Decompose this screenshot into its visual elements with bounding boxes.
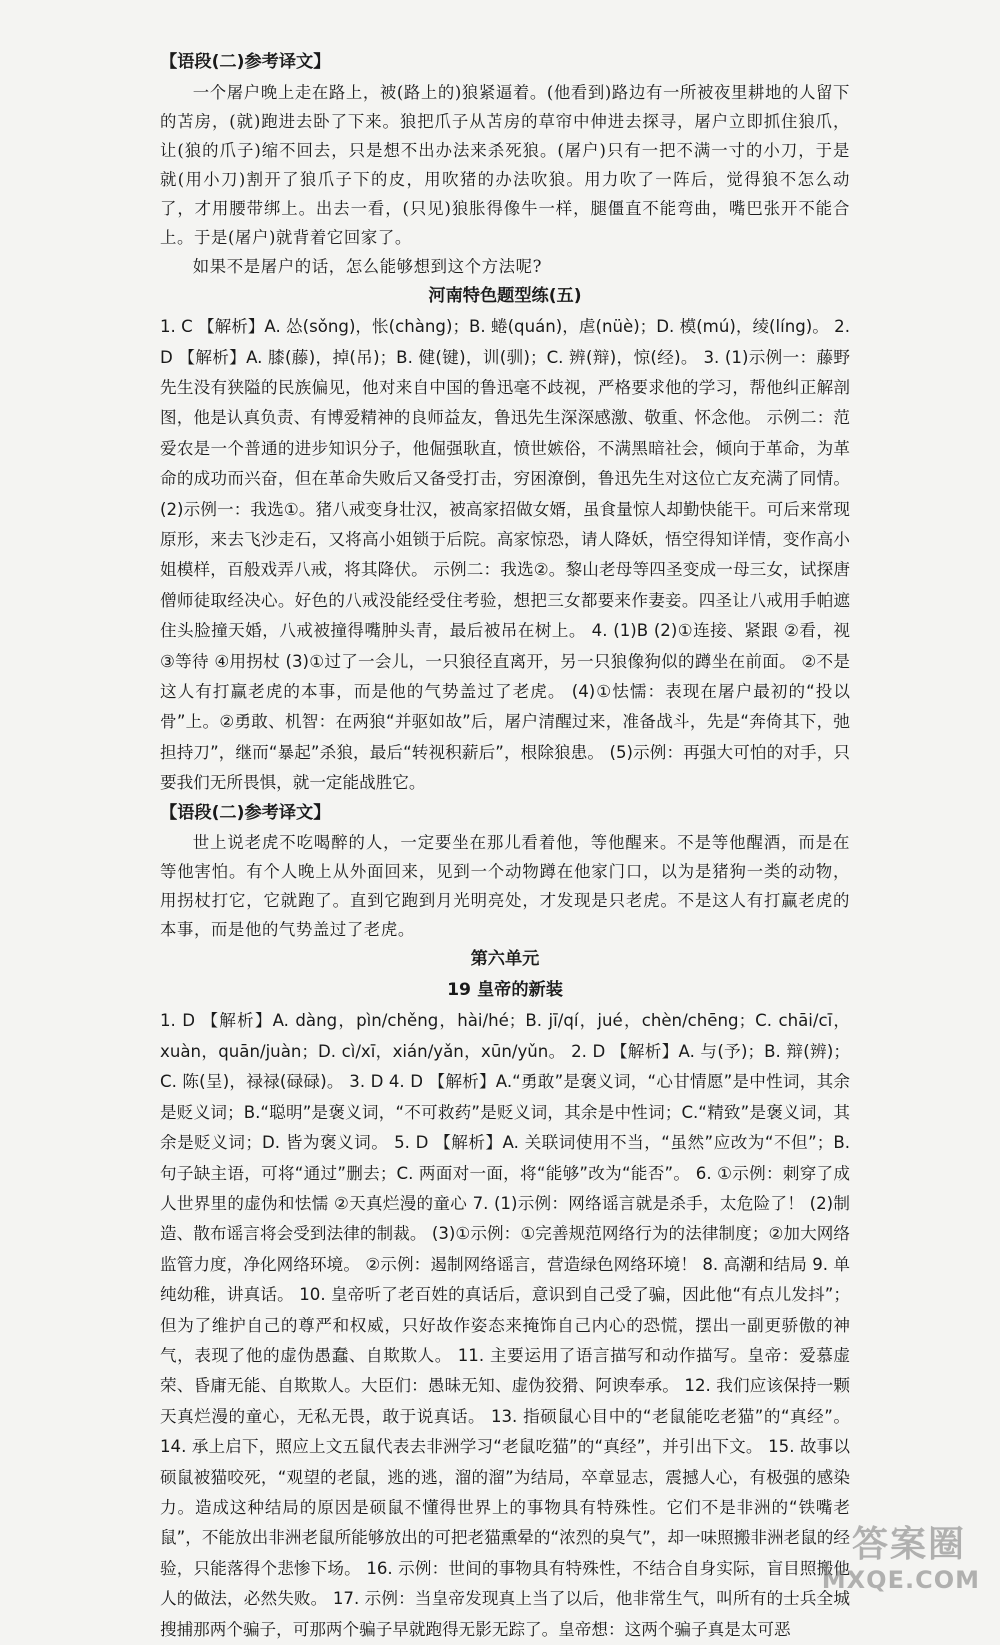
watermark-url: MXQE.COM — [821, 1566, 980, 1594]
translation-paragraph-2: 如果不是屠户的话，怎么能够想到这个方法呢? — [192, 256, 542, 276]
answer-page — [160, 48, 850, 1645]
lesson-title: 19 皇帝的新装 — [447, 979, 563, 1000]
section-heading-translation-2: 【语段(二)参考译文】 — [160, 802, 331, 823]
unit-title: 第六单元 — [470, 949, 540, 970]
exercise-answers: 1. C 【解析】A. 怂(sǒng)，怅(chàng)；B. 蜷(quán)，虐(nüè)；D. 模(mú)，绫(líng)。 2. D 【解析】A. 膝(藤)，掉(吊)；B. 健(键)，训(驯)；C. 辨(辩)，惊(经)。 3. (1)示例一：藤野先生没有狭隘的民族偏见，他对来自中国的鲁迅毫不歧视，严格要求他的学习，帮他纠正解剖图，他是认真负责、有博爱精神的良师益友，鲁迅先生深深感激、敬重、怀念他。 示例二：范爱农是一个普通的进步知识分子，他倔强耿直，愤世嫉俗，不满黑暗社会，倾向于革命，为革命的成功而兴奋，但在革命失败后又备受打击，穷困潦倒，鲁迅先生对这位亡友充满了同情。 (2)示例一：我选①。猪八戒变身壮汉，被高家招做女婿，虽食量惊人却勤快能干。可后来常现原形，来去飞沙走石，又将高小姐锁于后院。高家惊恐，请人降妖，悟空得知详情，变作高小姐模样，百般戏弄八戒，将其降伏。 示例二：我选②。黎山老母等四圣变成一母三女，试探唐僧师徒取经决心。好色的八戒没能经受住考验，想把三女都要来作妻妾。四圣让八戒用手帕遮住头脸撞天婚，八戒被撞得嘴肿头青，最后被吊在树上。 4. (1)B (2)①连接、紧跟 ②看，视 ③等待 ④用拐杖 (3)①过了一会儿，一只狼径直离开，另一只狼像狗似的蹲坐在前面。 ②不是这人有打赢老虎的本事，而是他的气势盖过了老虎。 (4)①怯懦：表现在屠户最初的“投以骨”上。②勇敢、机智：在两狼“并驱如故”后，屠户清醒过来，准备战斗，先是“奔倚其下，弛担持刀”，继而“暴起”杀狼，最后“转视积薪后”，根除狼患。 (5)示例：再强大可怕的对手，只要我们无所畏惧，就一定能战胜它。 — [160, 317, 850, 793]
watermark-logo — [816, 1516, 986, 1594]
exercise-title: 河南特色题型练(五) — [428, 285, 582, 306]
translation-paragraph-1: 一个屠户晚上走在路上，被(路上的)狼紧逼着。(他看到)路边有一所被夜里耕地的人留下的苫房，(就)跑进去卧了下来。狼把爪子从苫房的草帘中伸进去探寻，屠户立即抓住狼爪，让(狼的爪子)缩不回去，只是想不出办法来杀死狼。(屠户)只有一把不满一寸的小刀，于是就(用小刀)割开了狼爪子下的皮，用吹猪的办法吹狼。用力吹了一阵后，觉得狼不怎么动了，才用腰带绑上。出去一看，(只见)狼胀得像牛一样，腿僵直不能弯曲，嘴巴张开不能合上。于是(屠户)就背着它回家了。 — [160, 82, 850, 247]
watermark-text: 答案圈 — [851, 1524, 966, 1565]
section-heading-translation-1: 【语段(二)参考译文】 — [160, 52, 331, 72]
lesson-answers: 1. D 【解析】A. dàng，pìn/chěng，hài/hé；B. jī/qí，jué，chèn/chēng；C. chāi/cī，xuàn，quān/juàn；D. cì/xī，xián/yǎn，xūn/yǔn。 2. D 【解析】A. 与(予)；B. 辩(辨)；C. 陈(呈)，禄禄(碌碌)。 3. D 4. D 【解析】A.“勇敢”是褒义词，“心甘情愿”是中性词，其余是贬义词；B.“聪明”是褒义词，“不可救药”是贬义词，其余是中性词；C.“精致”是褒义词，其余是贬义词；D. 皆为褒义词。 5. D 【解析】A. 关联词使用不当，“虽然”应改为“不但”；B. 句子缺主语，可将“通过”删去；C. 两面对一面，将“能够”改为“能否”。 6. ①示例：刺穿了成人世界里的虚伪和怯懦 ②天真烂漫的童心 7. (1)示例：网络谣言就是杀手，太危险了！ (2)制造、散布谣言将会受到法律的制裁。 (3)①示例：①完善规范网络行为的法律制度；②加大网络监管力度，净化网络环境。 ②示例：遏制网络谣言，营造绿色网络环境！ 8. 高潮和结局 9. 单纯幼稚，讲真话。 10. 皇帝听了老百姓的真话后，意识到自己受了骗，因此他“有点儿发抖”；但为了维护自己的尊严和权威，只好故作姿态来掩饰自己内心的恐慌，摆出一副更骄傲的神气，表现了他的虚伪愚蠢、自欺欺人。 11. 主要运用了语言描写和动作描写。皇帝：爱慕虚荣、昏庸无能、自欺欺人。大臣们：愚昧无知、虚伪狡猾、阿谀奉承。 12. 我们应该保持一颗天真烂漫的童心，无私无畏，敢于说真话。 13. 指硕鼠心目中的“老鼠能吃老猫”的“真经”。 14. 承上启下，照应上文五鼠代表去非洲学习“老鼠吃猫”的“真经”，并引出下文。 15. 故事以硕鼠被猫咬死，“观望的老鼠，逃的逃，溜的溜”为结局，卒章显志，震撼人心，有极强的感染力。造成这种结局的原因是硕鼠不懂得世界上的事物具有特殊性。它们不是非洲的“铁嘴老鼠”，不能放出非洲老鼠所能够放出的可把老猫熏晕的“浓烈的臭气”，却一味照搬非洲老鼠的经验，只能落得个悲惨下场。 16. 示例：世间的事物具有特殊性，不结合自身实际，盲目照搬他人的做法，必然失败。 17. 示例：当皇帝发现真上当了以后，他非常生气，叫所有的士兵全城搜捕那两个骗子，可那两个骗子早就跑得无影无踪了。皇帝想：这两个骗子真是太可恶 — [160, 1011, 850, 1639]
translation-paragraph-3: 世上说老虎不吃喝醉的人，一定要坐在那儿看着他，等他醒来。不是等他醒酒，而是在等他害怕。有个人晚上从外面回来，见到一个动物蹲在他家门口，以为是猪狗一类的动物，用拐杖打它，它就跑了。直到它跑到月光明亮处，才发现是只老虎。不是这人有打赢老虎的本事，而是他的气势盖过了老虎。 — [160, 833, 850, 940]
